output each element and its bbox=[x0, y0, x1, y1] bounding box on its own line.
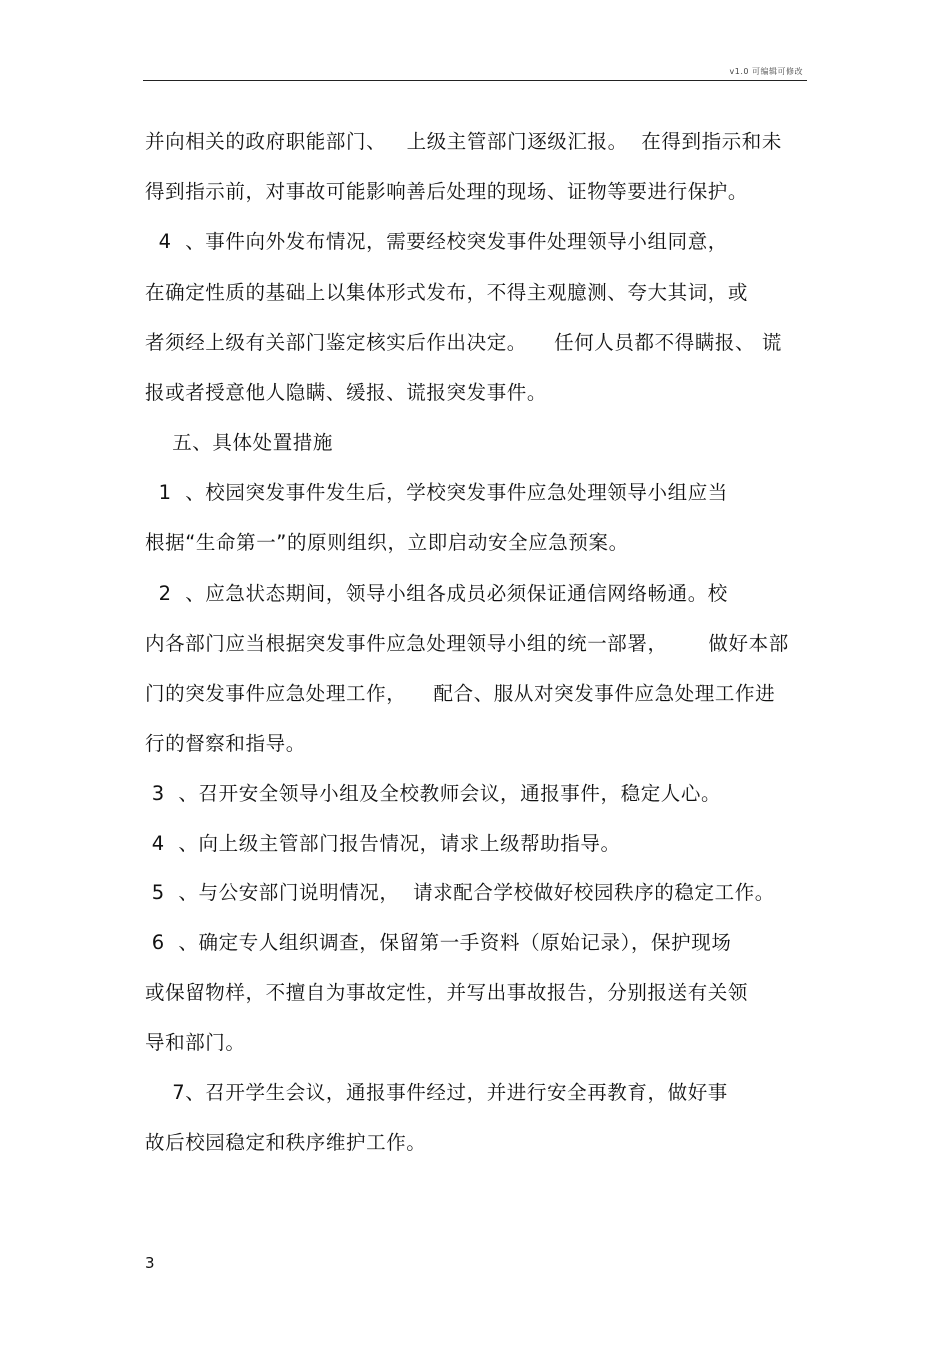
body-line: 2 、应急状态期间，领导小组各成员必须保证通信网络畅通。校 bbox=[145, 582, 728, 605]
header-version-note: v1.0 可编辑可修改 bbox=[729, 67, 803, 76]
page-number: 3 bbox=[145, 1254, 155, 1272]
body-line: 得到指示前，对事故可能影响善后处理的现场、证物等要进行保护。 bbox=[145, 180, 749, 203]
body-line: 5 、与公安部门说明情况， 请求配合学校做好校园秩序的稳定工作。 bbox=[145, 881, 775, 904]
body-line: 4 、事件向外发布情况，需要经校突发事件处理领导小组同意， bbox=[145, 230, 728, 253]
section-heading: 五、具体处置措施 bbox=[145, 431, 333, 454]
body-line: 报或者授意他人隐瞒、缓报、谎报突发事件。 bbox=[145, 381, 548, 404]
header-divider bbox=[143, 80, 807, 81]
body-line: 内各部门应当根据突发事件应急处理领导小组的统一部署， 做好本部 bbox=[145, 632, 789, 655]
body-line: 并向相关的政府职能部门、 上级主管部门逐级汇报。 在得到指示和未 bbox=[145, 130, 782, 153]
body-line: 故后校园稳定和秩序维护工作。 bbox=[145, 1131, 427, 1154]
body-line: 3 、召开安全领导小组及全校教师会议，通报事件，稳定人心。 bbox=[145, 782, 722, 805]
body-line: 4 、向上级主管部门报告情况，请求上级帮助指导。 bbox=[145, 832, 621, 855]
body-line: 门的突发事件应急处理工作， 配合、服从对突发事件应急处理工作进 bbox=[145, 682, 776, 705]
body-line: 或保留物样，不擅自为事故定性，并写出事故报告，分别报送有关领 bbox=[145, 981, 749, 1004]
body-line: 根据“生命第一”的原则组织，立即启动安全应急预案。 bbox=[145, 531, 629, 554]
body-line: 6 、确定专人组织调查，保留第一手资料（原始记录），保护现场 bbox=[145, 931, 732, 954]
body-line: 行的督察和指导。 bbox=[145, 732, 306, 755]
body-line: 在确定性质的基础上以集体形式发布，不得主观臆测、夸大其词，或 bbox=[145, 281, 749, 304]
body-line: 导和部门。 bbox=[145, 1031, 246, 1054]
body-line: 者须经上级有关部门鉴定核实后作出决定。 任何人员都不得瞒报、 谎 bbox=[145, 331, 782, 354]
body-line: 7、召开学生会议，通报事件经过，并进行安全再教育，做好事 bbox=[145, 1081, 728, 1104]
body-line: 1 、校园突发事件发生后，学校突发事件应急处理领导小组应当 bbox=[145, 481, 728, 504]
